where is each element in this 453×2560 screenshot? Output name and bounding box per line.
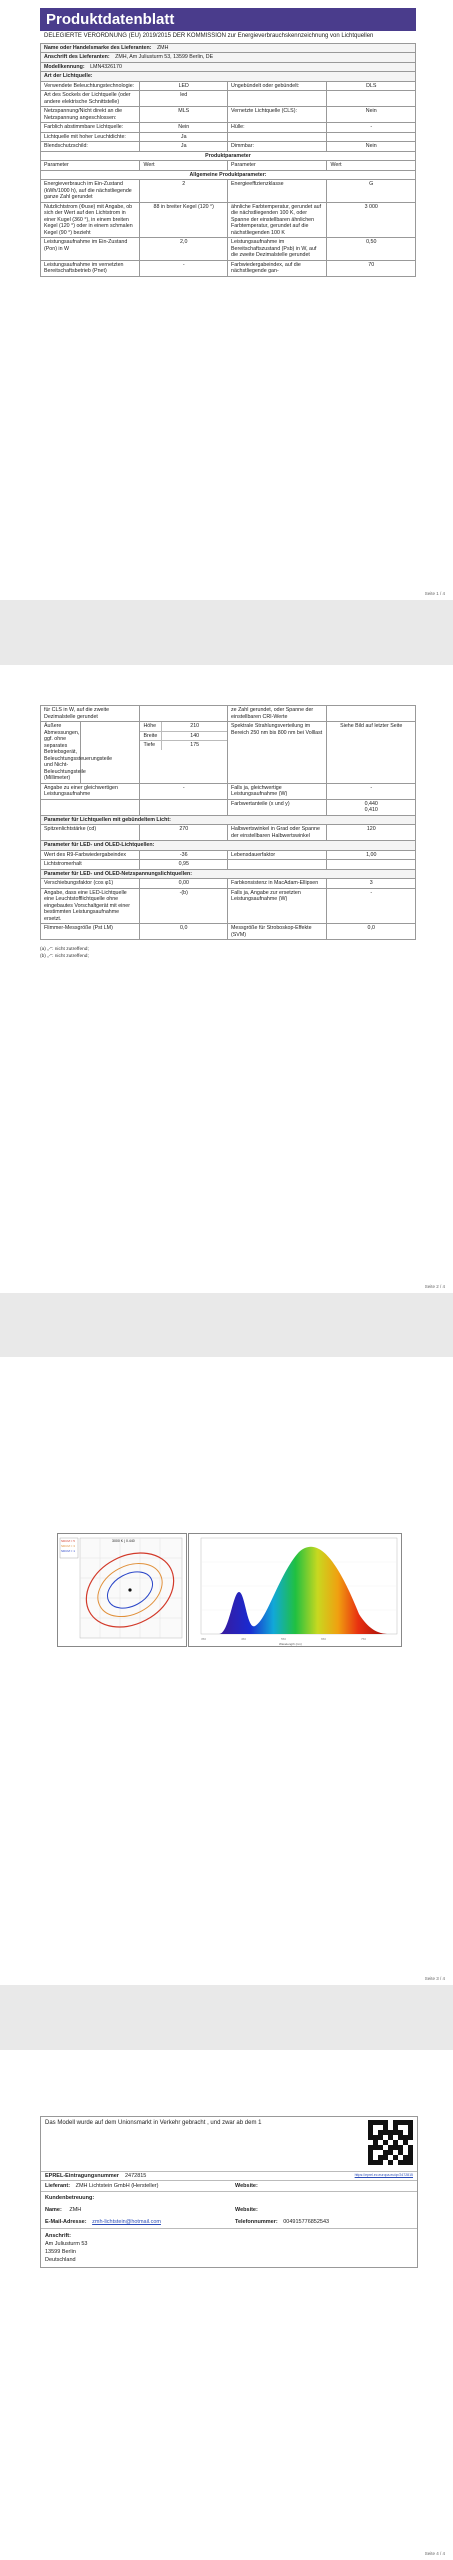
model-label: Modellkennung: <box>44 63 85 70</box>
col-header-value-1: Wert <box>140 161 228 170</box>
dimensions-row <box>40 722 416 784</box>
table-cell: Nein <box>365 108 377 114</box>
supplier-name-row <box>40 43 416 54</box>
table-cell: 3 000 <box>364 203 378 210</box>
footnote-a: (a) „-": nicht zutreffend; <box>40 947 89 952</box>
type-row <box>40 123 416 133</box>
cie-legend: SDCM = 5 SDCM = 3 SDCM = 1 <box>61 1539 75 1553</box>
table-cell: Lebensdauerfaktor <box>228 851 327 860</box>
mls-heading: Parameter für LED- und OLED-Netzspannungslichtquellen: <box>40 870 416 880</box>
col-header-param-2: Parameter <box>228 161 327 170</box>
table-cell: Energieeffizienzklasse <box>228 180 327 202</box>
page-number: Seite 2 / 4 <box>424 1284 445 1289</box>
led-heading: Parameter für LED- und OLED-Lichtquellen: <box>40 841 416 851</box>
led-row <box>40 860 416 870</box>
service-name-value: ZMH <box>69 2207 82 2213</box>
page-title: Produktdatenblatt <box>40 8 416 31</box>
table-cell: Nein <box>365 143 377 149</box>
table-cell: 0,50 <box>366 239 377 245</box>
table-cell: LED <box>140 82 228 91</box>
equivalent-power-row: Angabe zu einer gleichwertigen Leistungsaufnahme - Falls ja, gleichwertige Leistungsaufnahme (W) - <box>40 784 416 800</box>
table-cell: Ungebündelt oder gebündelt: <box>228 82 327 91</box>
dim-width: Breite 140 <box>140 732 227 742</box>
supplier-address-value: ZMH, Am Juliusturm 53, 13599 Berlin, DE <box>115 54 214 60</box>
cie-label: 3000 K | 0.440 <box>112 1539 135 1543</box>
spectrum-xlabel: Wavelength (nm) <box>279 1642 302 1646</box>
statement-text: Das Modell wurde auf dem Unionsmarkt in Verkehr gebracht , und zwar ab dem 1 <box>45 2120 262 2126</box>
table-cell: 270 <box>140 825 228 840</box>
footnote-b: (b) „-": nicht zutreffend; <box>40 954 89 959</box>
table-cell <box>327 91 415 106</box>
table-cell: Vernetzte Lichtquelle (CLS): <box>228 107 327 122</box>
spectrum-chart <box>188 1533 402 1647</box>
table-cell: Lichtquelle mit hoher Leuchtdichte: <box>41 133 140 142</box>
table-cell: Leistungsaufnahme im Bereitschaftszustand (Psb) in W, auf die zweite Dezimalstelle gerundet <box>228 238 327 260</box>
table-cell: Art des Sockels der Lichtquelle (oder andere elektrische Schnittstelle) <box>41 91 140 106</box>
page-number: Seite 1 / 4 <box>424 591 445 596</box>
dimensions-label: Äußere Abmessungen, ggf. ohne separates Betriebsgerät, Beleuchtungssteuerungsteile und Nicht-Beleuchtungsteile (Millimeter) <box>41 722 81 783</box>
table-cell: 0,00 <box>140 879 228 888</box>
table-cell: Messgröße für Stroboskop-Effekte (SVM) <box>228 924 327 939</box>
page-1 <box>0 0 453 600</box>
svg-text:550: 550 <box>281 1637 287 1641</box>
col-header-value-2: Wert <box>330 162 342 168</box>
continuation-row: für CLS in W, auf die zweite Dezimalstelle gerundet ze Zahl gerundet, oder Spanne der einstellbaren CRI-Werte <box>40 705 416 722</box>
mls-row <box>40 879 416 889</box>
param-row <box>40 261 416 277</box>
supplier-name-label: Name oder Handelsmarke des Lieferanten: <box>44 44 152 51</box>
svg-text:350: 350 <box>201 1637 207 1641</box>
supplier-address-label: Anschrift des Lieferanten: <box>44 54 110 60</box>
table-cell: Halbwertswinkel in Grad oder Spanne der einstellbaren Halbwertswinkel <box>228 825 327 840</box>
table-cell: Verwendete Beleuchtungstechnologie: <box>41 82 140 91</box>
table-cell: MLS <box>140 107 228 122</box>
table-cell: -(b) <box>140 889 228 924</box>
type-row <box>40 107 416 123</box>
mls-row <box>40 924 416 940</box>
eprel-link[interactable]: https://eprel.ec.europa.eu/qr/2472815 <box>354 2173 413 2177</box>
intro-text: DELEGIERTE VERORDNUNG (EU) 2019/2015 DER KOMMISSION zur Energieverbrauchskennzeichnung von Lichtquellen <box>44 33 374 39</box>
supplier-row: Lieferant: ZMH Lichtstein GmbH (Hersteller) Website: <box>41 2180 417 2191</box>
param-row <box>40 203 416 239</box>
table-cell: G <box>369 181 374 187</box>
table-cell: Farbkonsistenz in MacAdam-Ellipsen <box>228 879 327 888</box>
type-heading: Art der Lichtquelle: <box>44 73 93 79</box>
led-row <box>40 851 416 861</box>
param-row <box>40 238 416 261</box>
svg-text:450: 450 <box>241 1637 247 1641</box>
col-header-param-1: Parameter <box>41 161 140 170</box>
product-params-heading: Produktparameter <box>40 152 416 162</box>
table-cell: - <box>140 261 228 276</box>
page-2 <box>0 665 453 1293</box>
table-cell: Verschiebungsfaktor (cos φ1) <box>41 879 140 888</box>
table-cell: 0,95 <box>140 860 228 869</box>
table-cell: Leistungsaufnahme im Ein-Zustand (Pon) in W <box>41 238 140 260</box>
table-cell: led <box>140 91 228 106</box>
table-cell: 1,00 <box>366 851 377 858</box>
chromaticity-row: Farbwertanteile (x und y) 0,440 0,410 <box>40 800 416 816</box>
table-cell: Spitzenlichtstärke (cd) <box>41 825 140 840</box>
dim-height: Höhe 210 <box>140 722 227 732</box>
qr-code-icon[interactable] <box>368 2120 413 2165</box>
service-heading: Kundenbetreuung: <box>41 2191 417 2204</box>
table-cell: Nutzlichtstrom (Φuse) mit Angabe, ob sich der Wert auf den Lichtstrom in einer Kugel (360 °), in einem breiten Kegel (120 °) oder in einem schmalen Kegel (90 °) bezieht <box>41 203 140 238</box>
spectral-label: Spektrale Strahlungsverteilung im Bereich 250 nm bis 800 nm bei Volllast <box>228 722 327 783</box>
type-row <box>40 91 416 107</box>
svg-text:650: 650 <box>321 1637 327 1641</box>
model-row <box>40 63 416 73</box>
contact-row: E-Mail-Adresse: zmh-lichtstein@hotmail.com Telefonnummer: 004915776852543 <box>45 2219 330 2225</box>
table-cell <box>327 133 415 142</box>
table-cell: 3 <box>369 880 373 886</box>
type-heading-row <box>40 72 416 82</box>
table-cell: 2,0 <box>140 238 228 260</box>
table-cell: Blendschutzschild: <box>41 142 140 151</box>
type-row <box>40 82 416 92</box>
spectral-value: Siehe Bild auf letzter Seite <box>340 723 403 729</box>
type-row <box>40 133 416 143</box>
eprel-number: 2472815 <box>124 2173 147 2179</box>
page-number: Seite 4 / 4 <box>424 2551 445 2556</box>
table-cell: DLS <box>366 82 377 89</box>
svg-text:750: 750 <box>361 1637 367 1641</box>
statement-row <box>41 2117 417 2171</box>
service-name-row: Name: ZMH Website: <box>45 2207 258 2213</box>
table-cell: 120 <box>366 826 376 832</box>
table-cell: - <box>370 889 373 896</box>
phone-value: 004915776852543 <box>283 2219 330 2225</box>
table-cell: 0,0 <box>367 925 375 931</box>
table-cell: Farblich abstimmbare Lichtquelle: <box>41 123 140 132</box>
dls-heading: Parameter für Lichtquellen mit gebündeltem Licht: <box>40 816 416 826</box>
email-link[interactable]: zmh-lichtstein@hotmail.com <box>92 2219 161 2225</box>
type-row <box>40 142 416 152</box>
eprel-row: EPREL-Eintragungsnummer 2472815 https://eprel.ec.europa.eu/qr/2472815 <box>41 2171 417 2180</box>
table-cell: Flimmer-Messgröße (Pst LM) <box>41 924 140 939</box>
table-cell: 70 <box>368 261 375 268</box>
dimensions-table <box>140 722 227 750</box>
table-cell: 0,0 <box>140 924 228 939</box>
table-cell: -36 <box>140 851 228 860</box>
dim-depth: Tiefe 175 <box>140 741 227 750</box>
supplier-value: ZMH Lichtstein GmbH (Hersteller) <box>75 2183 159 2189</box>
table-cell: Energieverbrauch im Ein-Zustand (kWh/1000 h), auf die nächstliegende ganze Zahl gerundet <box>41 180 140 202</box>
table-cell: Farbwiedergabeindex, auf die nächstliegende gan- <box>228 261 327 276</box>
table-cell: - <box>370 124 373 130</box>
supplier-name-value: ZMH <box>156 44 169 51</box>
param-row <box>40 180 416 203</box>
table-cell: Ja <box>140 142 228 151</box>
table-cell <box>228 860 327 869</box>
column-header-row <box>40 161 416 171</box>
table-cell: Ja <box>140 133 228 142</box>
table-cell: Nein <box>140 123 228 132</box>
table-cell <box>228 133 327 142</box>
mls-row <box>40 889 416 925</box>
table-cell: ähnliche Farbtemperatur, gerundet auf die nächstliegenden 100 K, oder Spanne der einstellbaren ähnlichen Farbtemperatur, gerundet auf die nächstliegenden 100 K <box>228 203 327 238</box>
table-cell: Hülle: <box>228 123 327 132</box>
table-cell: Dimmbar: <box>228 142 327 151</box>
page-4 <box>0 2050 453 2560</box>
dls-row <box>40 825 416 841</box>
supplier-address-row <box>40 53 416 63</box>
table-cell <box>228 91 327 106</box>
page-3 <box>0 1357 453 1985</box>
table-cell: Falls ja, Angabe zur ersetzten Leistungsaufnahme (W) <box>228 889 327 924</box>
table-cell: Wert des R9-Farbwiedergabeindex <box>41 851 140 860</box>
cie-diagram <box>57 1533 187 1647</box>
address-block: Anschrift: Am Juliusturm 53 13599 Berlin Deutschland <box>41 2228 417 2267</box>
model-value: LMN4326170 <box>90 63 122 70</box>
table-cell: Angabe, dass eine LED-Lichtquelle eine Leuchtstofflichtquelle ohne eingebautes Vorschaltgerät mit einer bestimmten Leistungsaufnahme ersetzt. <box>41 889 140 924</box>
page-number: Seite 3 / 4 <box>424 1976 445 1981</box>
table-cell: Leistungsaufnahme im vernetzten Bereitschaftsbetrieb (Pnet) <box>41 261 140 276</box>
table-cell: Lichtstromerhalt <box>41 860 140 869</box>
table-cell: 88 in breiter Kegel (120 °) <box>140 203 228 238</box>
table-cell: 2 <box>140 180 228 202</box>
general-params-heading: Allgemeine Produktparameter: <box>40 171 416 181</box>
table-cell <box>327 860 415 869</box>
table-cell: Netzspannung/Nicht direkt an die Netzspannung angeschlossen: <box>41 107 140 122</box>
